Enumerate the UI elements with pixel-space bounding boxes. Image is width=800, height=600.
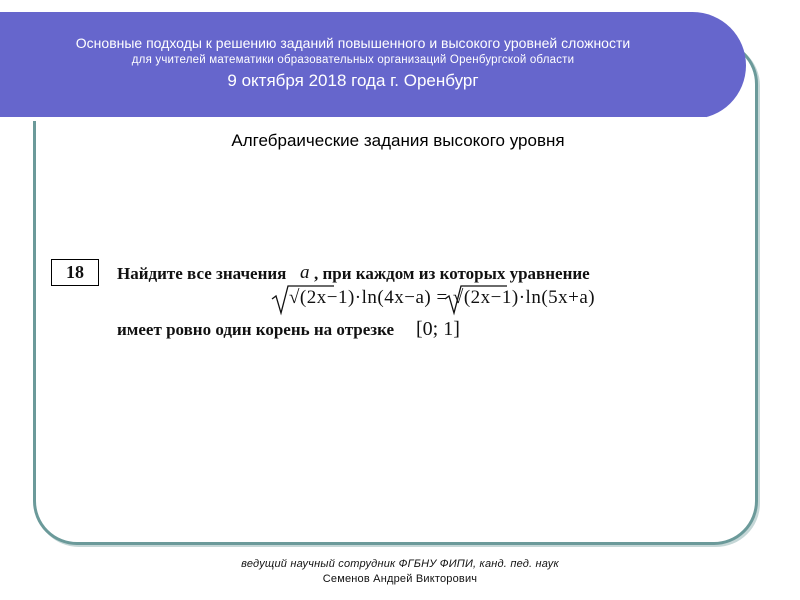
task-number: 18 — [51, 259, 99, 286]
task-line1-prefix: Найдите все значения — [117, 264, 287, 283]
header-audience: для учителей математики образовательных организаций Оренбургской области — [131, 54, 575, 66]
header-title: Основные подходы к решению заданий повышенного и высокого уровней сложности — [75, 35, 631, 51]
task-line1-suffix: , при каждом из которых уравнение — [314, 264, 590, 283]
footer — [0, 558, 800, 585]
task-equation: √(2x−1)·ln(4x−a) = √(2x−1)·ln(5x+a) — [289, 287, 596, 308]
header-date-place: 9 октября 2018 года г. Оренбург — [227, 71, 479, 90]
slide-subtitle: Алгебраические задания высокого уровня — [231, 131, 565, 150]
task-param: a — [300, 262, 310, 283]
task-line3: имеет ровно один корень на отрезке — [117, 320, 395, 339]
footer-author: Семенов Андрей Викторович — [322, 573, 478, 585]
task-interval: [0; 1] — [416, 318, 460, 340]
footer-position: ведущий научный сотрудник ФГБНУ ФИПИ, канд. пед. наук — [241, 558, 559, 570]
